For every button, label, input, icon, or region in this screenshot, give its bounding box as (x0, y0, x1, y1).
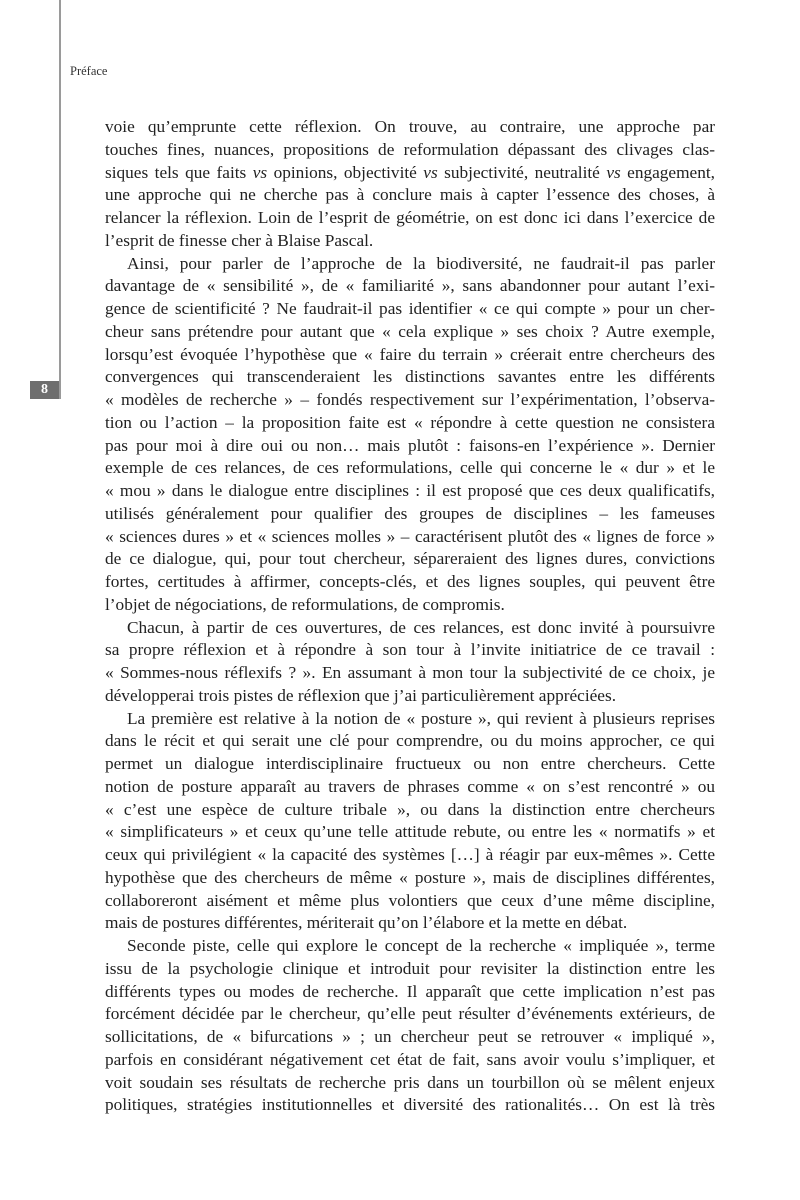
text-line: relancer la réflexion. Loin de l’esprit de géométrie, on est donc ici dans l’exercice de (105, 208, 715, 227)
page-number: 8 (30, 381, 59, 399)
text-line: développerai trois pistes de réflexion que j’ai particulièrement appréciées. (105, 685, 617, 705)
text-line: différents types ou modes de recherche. Il apparaît que cette implication n’est pas (105, 981, 715, 1001)
paragraph (105, 253, 715, 617)
italic-term: vs (606, 162, 621, 182)
margin-rule (59, 0, 61, 399)
text-line: de ce dialogue, qui, pour tout chercheur, sépareraient des lignes dures, convictions (105, 549, 715, 569)
text-segment: opinions, objectivité (267, 162, 424, 182)
text-line: l’esprit de finesse cher à Blaise Pascal. (105, 230, 374, 250)
paragraph (105, 935, 715, 1117)
text-line: voie qu’emprunte cette réflexion. On trouve, au contraire, une approche par (105, 117, 715, 136)
text-line: sa propre réflexion et à répondre à son tour à l’invite initiatrice de ce travail : (105, 640, 715, 660)
text-line: issu de la psychologie clinique et introduit pour revisiter la distinction entre les (105, 958, 715, 978)
text-line: tion ou l’action – la proposition faite est « répondre à cette question ne consistera (105, 412, 715, 432)
text-segment: subjectivité, neutralité (437, 162, 607, 182)
text-line: une approche qui ne cherche pas à conclure mais à capter l’essence des choses, à (105, 185, 715, 205)
text-line: Seconde piste, celle qui explore le concept de la recherche « impliquée », terme (127, 936, 715, 955)
text-line: sollicitations, de « bifurcations » ; un chercheur peut se retrouver « impliqué », (105, 1027, 715, 1046)
text-line: lorsqu’est évoquée l’hypothèse que « faire du terrain » créerait entre chercheurs des (105, 344, 715, 364)
text-line: « c’est une espèce de culture tribale », ou dans la distinction entre chercheurs (105, 799, 715, 819)
text-segment: siques tels que faits (105, 162, 253, 182)
text-line: notion de posture apparaît au travers de phrases comme « on s’est rencontré » ou (105, 776, 715, 796)
text-line: « modèles de recherche » – fondés respectivement sur l’expérimentation, l’observa- (105, 390, 715, 409)
text-line: La première est relative à la notion de « posture », qui revient à plusieurs reprises (127, 708, 715, 728)
text-line: gence de scientificité ? Ne faudrait-il pas identifier « ce qui compte » pour un cher- (105, 299, 715, 318)
text-line: « Sommes-nous réflexifs ? ». En assumant à mon tour la subjectivité de ce choix, je (105, 663, 715, 682)
text-line: pas pour moi à dire oui ou non… mais plutôt : faisons-en l’expérience ». Dernier (105, 435, 715, 455)
italic-term: vs (423, 162, 438, 182)
text-line (105, 162, 715, 185)
text-line: davantage de « sensibilité », de « familiarité », sans abandonner pour autant l’exi- (105, 276, 715, 296)
text-line: parfois en considérant négativement cet état de fait, sans avoir voulu s’impliquer, et (105, 1049, 715, 1069)
text-line: convergences qui transcenderaient les distinctions savantes entre les différents (105, 367, 715, 387)
text-line: exemple de ces relances, de ces reformulations, celle qui concerne le « dur » et le (105, 458, 715, 478)
running-header: Préface (70, 64, 108, 78)
text-line: l’objet de négociations, de reformulations, de compromis. (105, 594, 505, 614)
paragraph (105, 116, 715, 253)
text-line: mais de postures différentes, mériterait qu’on l’élabore et la mette en débat. (105, 913, 628, 933)
text-line: forcément décidée par le chercheur, qu’elle peut résulter d’événements extérieurs, de (105, 1004, 715, 1024)
text-line: Ainsi, pour parler de l’approche de la biodiversité, ne faudrait-il pas parler (127, 253, 715, 273)
text-line: touches fines, nuances, propositions de reformulation dépassant des clivages clas- (105, 139, 715, 159)
text-line: hypothèse que des chercheurs de même « posture », mais de disciplines différentes, (105, 867, 715, 887)
body-text (105, 116, 715, 1117)
text-line: dans le récit et qui serait une clé pour comprendre, ou du moins approcher, ce qui (105, 731, 715, 751)
text-line: fortes, certitudes à affirmer, concepts-clés, et des lignes souples, qui peuvent être (105, 572, 715, 591)
text-line: cheur sans prétendre pour autant que « cela explique » ses choix ? Autre exemple, (105, 321, 715, 341)
text-line: voit soudain ses résultats de recherche pris dans un tourbillon où se mêlent enjeux (105, 1072, 715, 1092)
paragraph (105, 617, 715, 708)
paragraph (105, 708, 715, 936)
text-segment: engagement, (620, 162, 715, 182)
text-line: « sciences dures » et « sciences molles » – caractérisent plutôt des « lignes de force » (105, 526, 715, 546)
text-line: « mou » dans le dialogue entre disciplines : il est proposé que ces deux qualificatifs, (105, 481, 715, 500)
text-line: politiques, stratégies institutionnelles et diversité des rationalités… On est là très (105, 1095, 715, 1115)
italic-term: vs (252, 162, 268, 182)
text-line: permet un dialogue interdisciplinaire fructueux ou non entre chercheurs. Cette (105, 754, 715, 773)
text-line: collaboreront aisément et même plus volontiers que ceux d’une même discipline, (105, 890, 715, 910)
text-line: ceux qui privilégient « la capacité des systèmes […] à réagir par eux-mêmes ». Cette (105, 845, 715, 864)
text-line: Chacun, à partir de ces ouvertures, de ces relances, est donc invité à poursuivre (127, 617, 715, 637)
text-line: « simplificateurs » et ceux qu’une telle attitude rebute, ou entre les « normatifs » et (105, 822, 715, 842)
text-line: utilisés généralement pour qualifier des groupes de disciplines – les fameuses (105, 503, 715, 523)
